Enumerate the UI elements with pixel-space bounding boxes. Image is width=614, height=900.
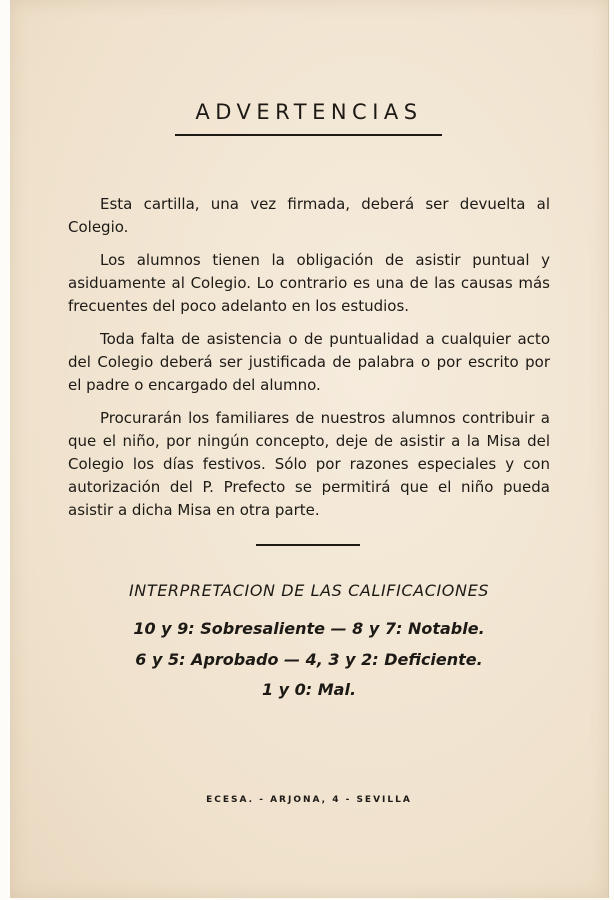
grade-line: 10 y 9: Sobresaliente — 8 y 7: Notable. [133,619,485,638]
printer-imprint: ECESA. - ARJONA, 4 - SEVILLA [206,795,412,805]
grade-line: 6 y 5: Aprobado — 4, 3 y 2: Deficiente. [135,650,483,669]
paragraph: Esta cartilla, una vez firmada, deberá ser devuelta al Colegio. [68,195,550,236]
paragraph: Procurarán los familiares de nuestros alumnos contribuir a que el niño, por ningún concepto, deje de asistir a la Misa del Colegio los días festivos. Sólo por razones especiales y con autorización del P. Prefecto se permitirá que el niño pueda asistir a dicha Misa en otra parte. [68,409,550,519]
grades-heading: INTERPRETACION DE LAS CALIFICACIONES [128,581,490,600]
title-underline [175,134,442,136]
warnings-body [68,193,550,532]
section-divider [256,544,360,546]
paragraph: Los alumnos tienen la obligación de asistir puntual y asiduamente al Colegio. Lo contrario es una de las causas más frecuentes del poco adelanto en los estudios. [68,251,550,315]
grade-line: 1 y 0: Mal. [261,680,357,699]
document-page [10,0,609,898]
page-title: ADVERTENCIAS [195,100,423,124]
paragraph: Toda falta de asistencia o de puntualidad a cualquier acto del Colegio deberá ser justificada de palabra o por escrito por el padre o encargado del alumno. [68,330,550,394]
